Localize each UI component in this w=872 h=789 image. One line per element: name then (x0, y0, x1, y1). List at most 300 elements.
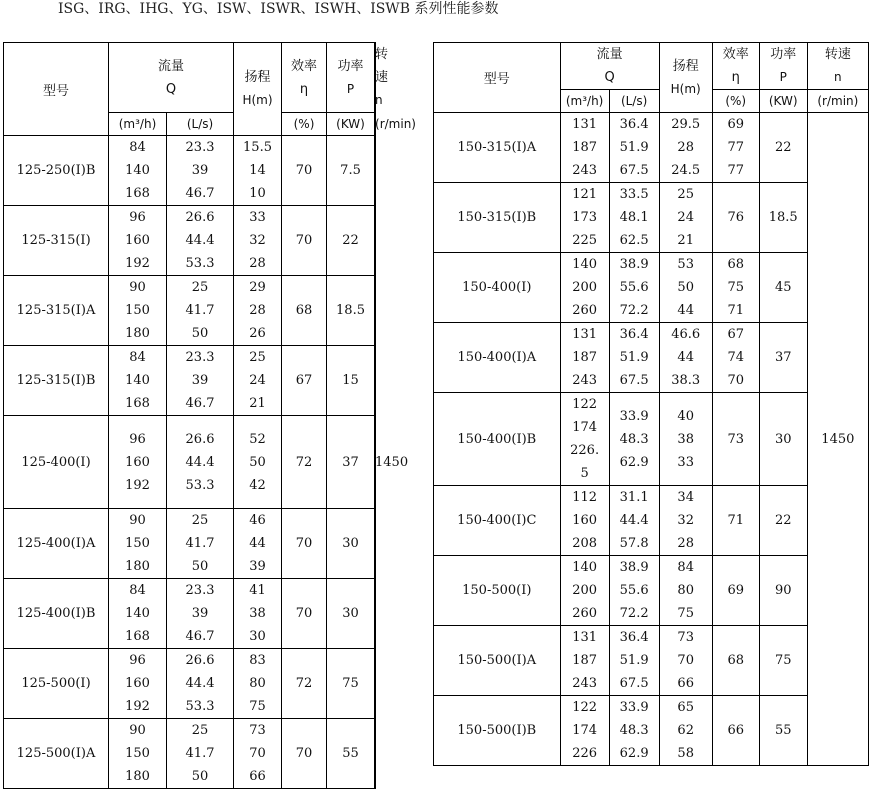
efficiency-cell-value: 67 (727, 327, 744, 342)
head-cell (234, 719, 282, 789)
efficiency-cell (712, 113, 759, 183)
table-row (434, 393, 869, 486)
efficiency-cell: 70 (282, 509, 327, 579)
flow-m3h-cell-value: 180 (125, 326, 150, 341)
flow-ls-cell-value: 41.7 (185, 303, 215, 318)
head-cell-value: 62 (677, 723, 694, 738)
head-cell-value: 33 (249, 210, 266, 225)
flow-m3h-cell-value: 140 (125, 163, 150, 178)
table-row (4, 206, 376, 276)
header-flow-unit-ls: (L/s) (167, 113, 234, 136)
right-performance-table (433, 42, 869, 766)
head-cell-value: 41 (249, 583, 266, 598)
flow-ls-cell-value: 36.4 (619, 630, 649, 645)
head-cell (659, 323, 712, 393)
flow-m3h-cell-value: 122 (572, 700, 598, 715)
power-cell: 22 (759, 113, 807, 183)
head-cell-value: 29.5 (671, 117, 701, 132)
head-cell (234, 509, 282, 579)
model-cell: 125-400(I)A (4, 509, 109, 579)
flow-ls-cell-value: 51.9 (619, 350, 649, 365)
flow-ls-cell-value: 57.8 (619, 536, 649, 551)
efficiency-cell: 68 (282, 276, 327, 346)
power-cell: 37 (759, 323, 807, 393)
power-cell: 75 (327, 649, 375, 719)
head-cell-value: 28 (677, 536, 694, 551)
flow-m3h-cell-value: 96 (129, 653, 146, 668)
model-cell: 150-500(I) (434, 556, 561, 626)
flow-ls-cell-value: 25 (191, 513, 209, 528)
flow-m3h-cell-value: 200 (572, 280, 598, 295)
flow-m3h-cell-value: 131 (572, 117, 598, 132)
head-cell-value: 28 (677, 140, 694, 155)
flow-m3h-cell-value: 160 (125, 233, 150, 248)
head-cell (659, 696, 712, 766)
head-cell-value: 15.5 (243, 140, 272, 155)
efficiency-cell: 70 (282, 206, 327, 276)
flow-m3h-cell-value: 243 (572, 163, 598, 178)
flow-ls-cell-value: 46.7 (185, 396, 215, 411)
flow-m3h-cell-value: 226. (570, 443, 600, 458)
flow-m3h-cell-value: 131 (572, 630, 598, 645)
head-cell-value: 42 (249, 477, 266, 493)
header-power: 功率 P (759, 43, 807, 90)
flow-ls-cell-value: 67.5 (619, 163, 649, 178)
flow-m3h-cell-value: 84 (129, 583, 146, 598)
head-cell-value: 73 (249, 723, 266, 738)
efficiency-cell: 68 (712, 626, 759, 696)
model-cell: 150-500(I)A (434, 626, 561, 696)
head-cell-value: 66 (677, 676, 694, 691)
table-row (434, 113, 869, 183)
flow-m3h-cell-value: 187 (572, 350, 598, 365)
flow-m3h-cell-value: 90 (129, 513, 146, 528)
flow-ls-cell-value: 25 (191, 280, 209, 295)
head-cell-value: 80 (677, 583, 694, 598)
model-cell: 150-400(I) (434, 253, 561, 323)
header-power-unit: (KW) (327, 113, 375, 136)
head-cell-value: 44 (677, 350, 694, 365)
efficiency-cell-value: 75 (727, 280, 744, 295)
head-cell-value: 25 (249, 350, 266, 365)
flow-m3h-cell-value: 160 (125, 676, 150, 691)
flow-m3h-cell-value: 192 (125, 256, 150, 271)
table-row (4, 346, 376, 416)
header-efficiency: 效率 η (712, 43, 759, 90)
flow-ls-cell-value: 25 (191, 723, 209, 738)
flow-ls-cell (167, 346, 234, 416)
flow-ls-cell-value: 53.3 (185, 256, 215, 271)
flow-m3h-cell-value: 150 (125, 536, 150, 551)
head-cell-value: 84 (677, 560, 694, 575)
head-cell (234, 276, 282, 346)
model-cell: 125-315(I)A (4, 276, 109, 346)
flow-m3h-cell-value: 174 (572, 420, 598, 435)
flow-ls-cell (609, 556, 659, 626)
header-model: 型号 (4, 43, 109, 136)
head-cell-value: 34 (677, 490, 694, 505)
flow-ls-cell-value: 39 (191, 606, 209, 621)
power-cell: 18.5 (327, 276, 375, 346)
flow-m3h-cell-value: 208 (572, 536, 598, 551)
flow-ls-cell-value: 48.1 (619, 210, 649, 225)
flow-m3h-cell (109, 206, 167, 276)
flow-m3h-cell-value: 168 (125, 396, 150, 411)
flow-m3h-cell-value: 84 (129, 350, 146, 365)
flow-m3h-cell (560, 183, 609, 253)
head-cell-value: 53 (677, 257, 694, 272)
power-cell: 75 (759, 626, 807, 696)
head-cell-value: 28 (249, 256, 266, 271)
flow-m3h-cell-value: 96 (129, 210, 146, 225)
header-power: 功率 P (327, 43, 375, 113)
head-cell-value: 46 (249, 513, 266, 528)
table-row (4, 509, 376, 579)
flow-m3h-cell (560, 113, 609, 183)
flow-m3h-cell-value: 160 (125, 454, 150, 470)
header-flow-unit-ls: (L/s) (609, 90, 659, 113)
efficiency-cell: 71 (712, 486, 759, 556)
flow-ls-cell-value: 48.3 (619, 431, 649, 447)
header-flow: 流量 Q (109, 43, 234, 113)
efficiency-cell (712, 323, 759, 393)
head-cell-value: 24 (249, 373, 266, 388)
efficiency-cell-value: 71 (727, 303, 744, 318)
head-cell-value: 73 (677, 630, 694, 645)
flow-ls-cell-value: 33.9 (619, 700, 649, 715)
efficiency-cell-value: 69 (727, 117, 744, 132)
flow-m3h-cell-value: 121 (572, 187, 598, 202)
flow-ls-cell-value: 53.3 (185, 699, 215, 714)
flow-m3h-cell (109, 649, 167, 719)
header-flow-unit-m3h: (m³/h) (109, 113, 167, 136)
flow-m3h-cell-value: 84 (129, 140, 146, 155)
speed-cell: 1450 (807, 113, 868, 766)
table-row (434, 253, 869, 323)
flow-m3h-cell-value: 140 (125, 606, 150, 621)
head-cell (234, 206, 282, 276)
table-row (434, 696, 869, 766)
flow-m3h-cell-value: 96 (129, 431, 146, 447)
flow-m3h-cell-value: 226 (572, 746, 598, 761)
flow-ls-cell-value: 62.9 (619, 454, 649, 470)
flow-m3h-cell (109, 579, 167, 649)
flow-ls-cell-value: 72.2 (619, 303, 649, 318)
head-cell-value: 80 (249, 676, 266, 691)
header-model: 型号 (434, 43, 561, 113)
flow-ls-cell-value: 72.2 (619, 606, 649, 621)
flow-ls-cell (609, 253, 659, 323)
flow-ls-cell-value: 41.7 (185, 746, 215, 761)
table-row (4, 276, 376, 346)
head-cell-value: 65 (677, 700, 694, 715)
header-head: 扬程 H(m) (234, 43, 282, 136)
head-cell-value: 29 (249, 280, 266, 295)
head-cell-value: 10 (249, 186, 266, 201)
head-cell (234, 136, 282, 206)
efficiency-cell: 70 (282, 136, 327, 206)
head-cell (659, 486, 712, 556)
power-cell: 30 (327, 509, 375, 579)
header-head: 扬程 H(m) (659, 43, 712, 113)
head-cell-value: 46.6 (671, 327, 701, 342)
flow-m3h-cell-value: 150 (125, 303, 150, 318)
head-cell-value: 14 (249, 163, 266, 178)
flow-m3h-cell-value: 187 (572, 653, 598, 668)
flow-ls-cell (167, 509, 234, 579)
efficiency-cell: 67 (282, 346, 327, 416)
table-row (434, 486, 869, 556)
flow-ls-cell-value: 23.3 (185, 350, 215, 365)
flow-ls-cell (609, 113, 659, 183)
flow-ls-cell-value: 39 (191, 373, 209, 388)
flow-m3h-cell (560, 626, 609, 696)
flow-ls-cell-value: 62.5 (619, 233, 649, 248)
flow-ls-cell-value: 46.7 (185, 629, 215, 644)
flow-m3h-cell-value: 200 (572, 583, 598, 598)
flow-m3h-cell-value: 173 (572, 210, 598, 225)
flow-ls-cell-value: 46.7 (185, 186, 215, 201)
head-cell-value: 32 (249, 233, 266, 248)
efficiency-cell: 66 (712, 696, 759, 766)
flow-m3h-cell-value: 260 (572, 606, 598, 621)
flow-ls-cell (167, 136, 234, 206)
head-cell (659, 626, 712, 696)
head-cell-value: 75 (249, 699, 266, 714)
flow-m3h-cell (560, 486, 609, 556)
header-eff-unit: (%) (282, 113, 327, 136)
power-cell: 22 (759, 486, 807, 556)
flow-ls-cell-value: 23.3 (185, 583, 215, 598)
model-cell: 150-315(I)A (434, 113, 561, 183)
header-flow: 流量 Q (560, 43, 659, 90)
flow-ls-cell-value: 55.6 (619, 280, 649, 295)
flow-ls-cell-value: 48.3 (619, 723, 649, 738)
power-cell: 30 (759, 393, 807, 486)
flow-m3h-cell (560, 323, 609, 393)
flow-ls-cell (167, 649, 234, 719)
flow-ls-cell-value: 33.9 (619, 408, 649, 424)
table-row (434, 323, 869, 393)
flow-m3h-cell (109, 346, 167, 416)
head-cell (234, 416, 282, 509)
flow-ls-cell-value: 39 (191, 163, 209, 178)
flow-m3h-cell-value: 131 (572, 327, 598, 342)
table-row (4, 416, 376, 509)
power-cell: 30 (327, 579, 375, 649)
flow-ls-cell (609, 183, 659, 253)
head-cell-value: 39 (249, 559, 266, 574)
model-cell: 125-500(I) (4, 649, 109, 719)
header-flow-unit-m3h: (m³/h) (560, 90, 609, 113)
flow-m3h-cell-value: 122 (572, 397, 598, 412)
table-row (4, 579, 376, 649)
head-cell-value: 32 (677, 513, 694, 528)
flow-ls-cell (167, 719, 234, 789)
head-cell (659, 393, 712, 486)
flow-ls-cell-value: 38.9 (619, 257, 649, 272)
efficiency-cell: 69 (712, 556, 759, 626)
head-cell-value: 40 (677, 408, 694, 424)
head-cell-value: 70 (677, 653, 694, 668)
model-cell: 125-315(I) (4, 206, 109, 276)
model-cell: 150-315(I)B (434, 183, 561, 253)
flow-m3h-cell-value: 90 (129, 723, 146, 738)
head-cell-value: 38 (677, 431, 694, 447)
flow-ls-cell-value: 53.3 (185, 477, 215, 493)
head-cell-value: 58 (677, 746, 694, 761)
efficiency-cell-value: 77 (727, 163, 744, 178)
head-cell-value: 52 (249, 431, 266, 447)
flow-ls-cell-value: 51.9 (619, 140, 649, 155)
flow-ls-cell-value: 67.5 (619, 676, 649, 691)
efficiency-cell: 72 (282, 649, 327, 719)
power-cell: 45 (759, 253, 807, 323)
efficiency-cell-value: 74 (727, 350, 744, 365)
head-cell (659, 113, 712, 183)
efficiency-cell (712, 253, 759, 323)
flow-m3h-cell-value: 168 (125, 186, 150, 201)
flow-ls-cell (167, 206, 234, 276)
flow-ls-cell (609, 626, 659, 696)
flow-m3h-cell-value: 150 (125, 746, 150, 761)
flow-m3h-cell (109, 416, 167, 509)
head-cell-value: 24.5 (671, 163, 701, 178)
flow-ls-cell-value: 55.6 (619, 583, 649, 598)
head-cell-value: 26 (249, 326, 266, 341)
flow-ls-cell-value: 51.9 (619, 653, 649, 668)
flow-m3h-cell-value: 160 (572, 513, 598, 528)
power-cell: 15 (327, 346, 375, 416)
efficiency-cell-value: 70 (727, 373, 744, 388)
head-cell-value: 66 (249, 769, 266, 784)
power-cell: 7.5 (327, 136, 375, 206)
flow-ls-cell-value: 44.4 (185, 233, 215, 248)
flow-m3h-cell (109, 276, 167, 346)
flow-m3h-cell (109, 509, 167, 579)
header-efficiency: 效率 η (282, 43, 327, 113)
flow-ls-cell-value: 50 (191, 769, 209, 784)
flow-ls-cell-value: 38.9 (619, 560, 649, 575)
table-row (4, 719, 376, 789)
flow-ls-cell-value: 44.4 (185, 676, 215, 691)
flow-m3h-cell-value: 140 (572, 257, 598, 272)
flow-ls-cell (167, 276, 234, 346)
model-cell: 150-400(I)C (434, 486, 561, 556)
head-cell (234, 579, 282, 649)
head-cell-value: 33 (677, 454, 694, 470)
flow-ls-cell-value: 50 (191, 559, 209, 574)
flow-m3h-cell-value: 192 (125, 477, 150, 493)
flow-ls-cell (609, 393, 659, 486)
model-cell: 150-400(I)B (434, 393, 561, 486)
flow-ls-cell-value: 50 (191, 326, 209, 341)
header-speed: 转速 n (807, 43, 868, 90)
flow-ls-cell (167, 416, 234, 509)
flow-m3h-cell-value: 187 (572, 140, 598, 155)
power-cell: 90 (759, 556, 807, 626)
flow-ls-cell-value: 26.6 (185, 431, 215, 447)
flow-m3h-cell-value: 168 (125, 629, 150, 644)
flow-m3h-cell (560, 556, 609, 626)
flow-m3h-cell-value: 260 (572, 303, 598, 318)
flow-ls-cell (609, 696, 659, 766)
left-performance-table (3, 42, 416, 789)
table-row (434, 183, 869, 253)
flow-ls-cell-value: 67.5 (619, 373, 649, 388)
head-cell-value: 28 (249, 303, 266, 318)
flow-m3h-cell-value: 192 (125, 699, 150, 714)
head-cell (659, 183, 712, 253)
flow-m3h-cell-value: 180 (125, 559, 150, 574)
model-cell: 125-400(I) (4, 416, 109, 509)
model-cell: 125-315(I)B (4, 346, 109, 416)
flow-m3h-cell-value: 180 (125, 769, 150, 784)
efficiency-cell-value: 77 (727, 140, 744, 155)
model-cell: 150-400(I)A (434, 323, 561, 393)
flow-ls-cell-value: 26.6 (185, 653, 215, 668)
flow-m3h-cell-value: 140 (125, 373, 150, 388)
flow-ls-cell (609, 486, 659, 556)
efficiency-cell: 76 (712, 183, 759, 253)
flow-ls-cell-value: 62.9 (619, 746, 649, 761)
header-power-unit: (KW) (759, 90, 807, 113)
efficiency-cell: 70 (282, 579, 327, 649)
model-cell: 125-250(I)B (4, 136, 109, 206)
power-cell: 22 (327, 206, 375, 276)
header-speed: 转速 n (375, 43, 376, 113)
flow-m3h-cell (109, 136, 167, 206)
model-cell: 150-500(I)B (434, 696, 561, 766)
flow-m3h-cell-value: 90 (129, 280, 146, 295)
head-cell-value: 50 (249, 454, 266, 470)
head-cell-value: 38.3 (671, 373, 701, 388)
table-row (434, 556, 869, 626)
flow-ls-cell-value: 44.4 (185, 454, 215, 470)
head-cell-value: 75 (677, 606, 694, 621)
flow-ls-cell-value: 36.4 (619, 117, 649, 132)
flow-m3h-cell-value: 174 (572, 723, 598, 738)
speed-cell: 1450 (375, 136, 376, 789)
power-cell: 37 (327, 416, 375, 509)
head-cell (234, 346, 282, 416)
power-cell: 55 (759, 696, 807, 766)
table-row (434, 626, 869, 696)
head-cell-value: 44 (249, 536, 266, 551)
head-cell (234, 649, 282, 719)
head-cell-value: 44 (677, 303, 694, 318)
flow-m3h-cell-value: 5 (580, 466, 589, 481)
flow-ls-cell-value: 31.1 (619, 490, 649, 505)
efficiency-cell: 70 (282, 719, 327, 789)
power-cell: 55 (327, 719, 375, 789)
header-speed-unit: (r/min) (807, 90, 868, 113)
head-cell-value: 83 (249, 653, 266, 668)
efficiency-cell: 72 (282, 416, 327, 509)
flow-ls-cell (609, 323, 659, 393)
page-title: ISG、IRG、IHG、YG、ISW、ISWR、ISWH、ISWB 系列性能参数 (58, 1, 499, 17)
head-cell-value: 30 (249, 629, 266, 644)
model-cell: 125-500(I)A (4, 719, 109, 789)
flow-ls-cell-value: 26.6 (185, 210, 215, 225)
head-cell-value: 24 (677, 210, 694, 225)
power-cell: 18.5 (759, 183, 807, 253)
head-cell-value: 70 (249, 746, 266, 761)
table-row (4, 136, 376, 206)
head-cell-value: 38 (249, 606, 266, 621)
efficiency-cell: 73 (712, 393, 759, 486)
flow-m3h-cell (560, 696, 609, 766)
